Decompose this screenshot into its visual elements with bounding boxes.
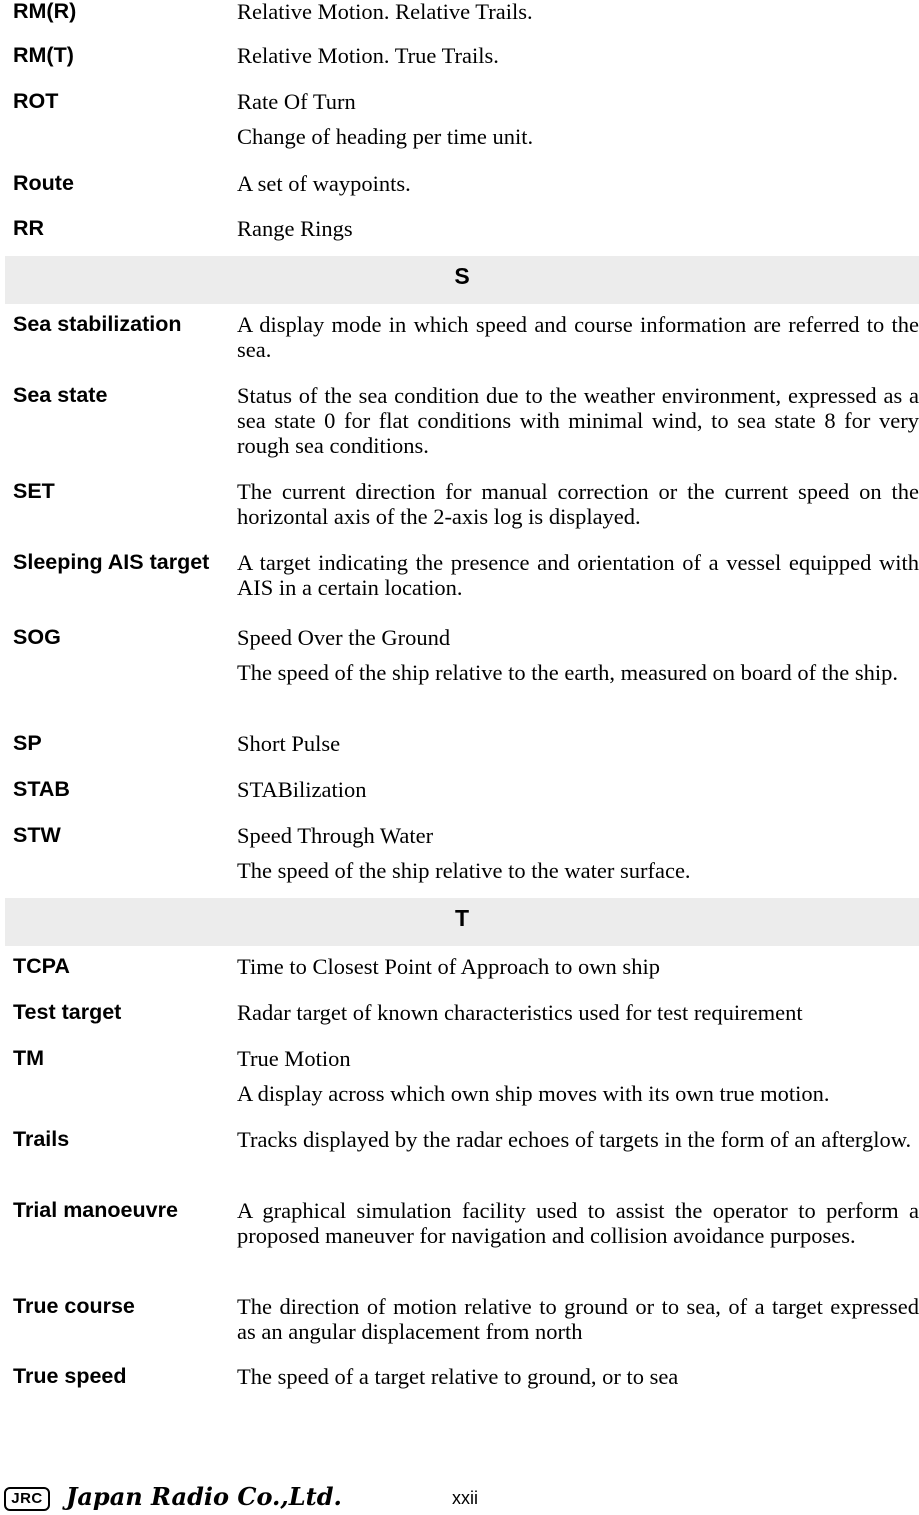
term-rot: ROT <box>13 89 59 113</box>
definition-line: The speed of the ship relative to the earth, measured on board of the ship. <box>237 660 899 685</box>
definition-rm-t <box>237 43 919 68</box>
definition-line: Relative Motion. True Trails. <box>237 43 499 68</box>
term-sog: SOG <box>13 625 61 649</box>
definition-route <box>237 171 919 196</box>
definition-line: The current direction for manual correction or the current speed on the horizontal axis of the 2-axis log is displayed. <box>237 479 919 529</box>
company-logo-name: Japan Radio Co.,Ltd. <box>66 1482 342 1511</box>
definition-tcpa <box>237 954 919 979</box>
term-stab: STAB <box>13 777 70 801</box>
definition-sog <box>237 625 919 685</box>
definition-trails <box>237 1127 919 1152</box>
definition-line: Tracks displayed by the radar echoes of targets in the form of an afterglow. <box>237 1127 912 1152</box>
definition-line: Change of heading per time unit. <box>237 124 534 149</box>
page-number: xxii <box>452 1488 478 1508</box>
definition-line: A display mode in which speed and course information are referred to the sea. <box>237 312 919 362</box>
definition-rr <box>237 216 919 241</box>
definition-line: Speed Over the Ground <box>237 625 451 650</box>
definition-tm <box>237 1046 919 1106</box>
term-sea-stabilization: Sea stabilization <box>13 312 182 336</box>
term-trails: Trails <box>13 1127 70 1151</box>
term-sea-state: Sea state <box>13 383 108 407</box>
definition-line: The speed of a target relative to ground, or to sea <box>237 1364 679 1389</box>
definition-line: Range Rings <box>237 216 353 241</box>
definition-line: True Motion <box>237 1046 351 1071</box>
page-footer <box>0 1484 919 1515</box>
definition-rm-r <box>237 0 919 24</box>
definition-line: A graphical simulation facility used to assist the operator to perform a proposed maneuver for navigation and collision avoidance purposes. <box>237 1198 919 1248</box>
term-trial-manoeuvre: Trial manoeuvre <box>13 1198 178 1222</box>
definition-line: The direction of motion relative to ground or to sea, of a target expressed as an angular displacement from north <box>237 1294 919 1344</box>
definition-test-target <box>237 1000 919 1025</box>
definition-line: A target indicating the presence and orientation of a vessel equipped with AIS in a certain location. <box>237 550 919 600</box>
term-rm-t: RM(T) <box>13 43 74 67</box>
term-rm-r: RM(R) <box>13 0 77 23</box>
term-tcpa: TCPA <box>13 954 70 978</box>
definition-line: Radar target of known characteristics used for test requirement <box>237 1000 803 1025</box>
definition-line: Short Pulse <box>237 731 341 756</box>
section-header-s: S <box>5 256 919 304</box>
term-sleeping-ais-target: Sleeping AIS target <box>13 550 210 574</box>
section-header-t: T <box>5 898 919 946</box>
definition-trial-manoeuvre <box>237 1198 919 1248</box>
term-set: SET <box>13 479 55 503</box>
definition-line: The speed of the ship relative to the water surface. <box>237 858 691 883</box>
jrc-logo-mark: JRC <box>4 1487 50 1511</box>
definition-set <box>237 479 919 529</box>
definition-true-course <box>237 1294 919 1344</box>
definition-sea-state <box>237 383 919 458</box>
term-tm: TM <box>13 1046 45 1070</box>
definition-line: Time to Closest Point of Approach to own ship <box>237 954 660 979</box>
definition-line: Speed Through Water <box>237 823 434 848</box>
definition-sea-stabilization <box>237 312 919 362</box>
definition-stw <box>237 823 919 883</box>
term-true-course: True course <box>13 1294 135 1318</box>
definition-line: STABilization <box>237 777 367 802</box>
term-rr: RR <box>13 216 45 240</box>
definition-line: Status of the sea condition due to the weather environment, expressed as a sea state 0 for flat conditions with minimal wind, to sea state 8 for very rough sea conditions. <box>237 383 919 458</box>
definition-line: Rate Of Turn <box>237 89 356 114</box>
definition-line: Relative Motion. Relative Trails. <box>237 0 533 24</box>
term-test-target: Test target <box>13 1000 122 1024</box>
term-stw: STW <box>13 823 61 847</box>
definition-line: A display across which own ship moves with its own true motion. <box>237 1081 830 1106</box>
definition-sleeping-ais-target <box>237 550 919 600</box>
definition-stab <box>237 777 919 802</box>
definition-line: A set of waypoints. <box>237 171 411 196</box>
term-sp: SP <box>13 731 42 755</box>
definition-sp <box>237 731 919 756</box>
definition-rot <box>237 89 919 149</box>
definition-true-speed <box>237 1364 919 1389</box>
term-route: Route <box>13 171 74 195</box>
term-true-speed: True speed <box>13 1364 127 1388</box>
